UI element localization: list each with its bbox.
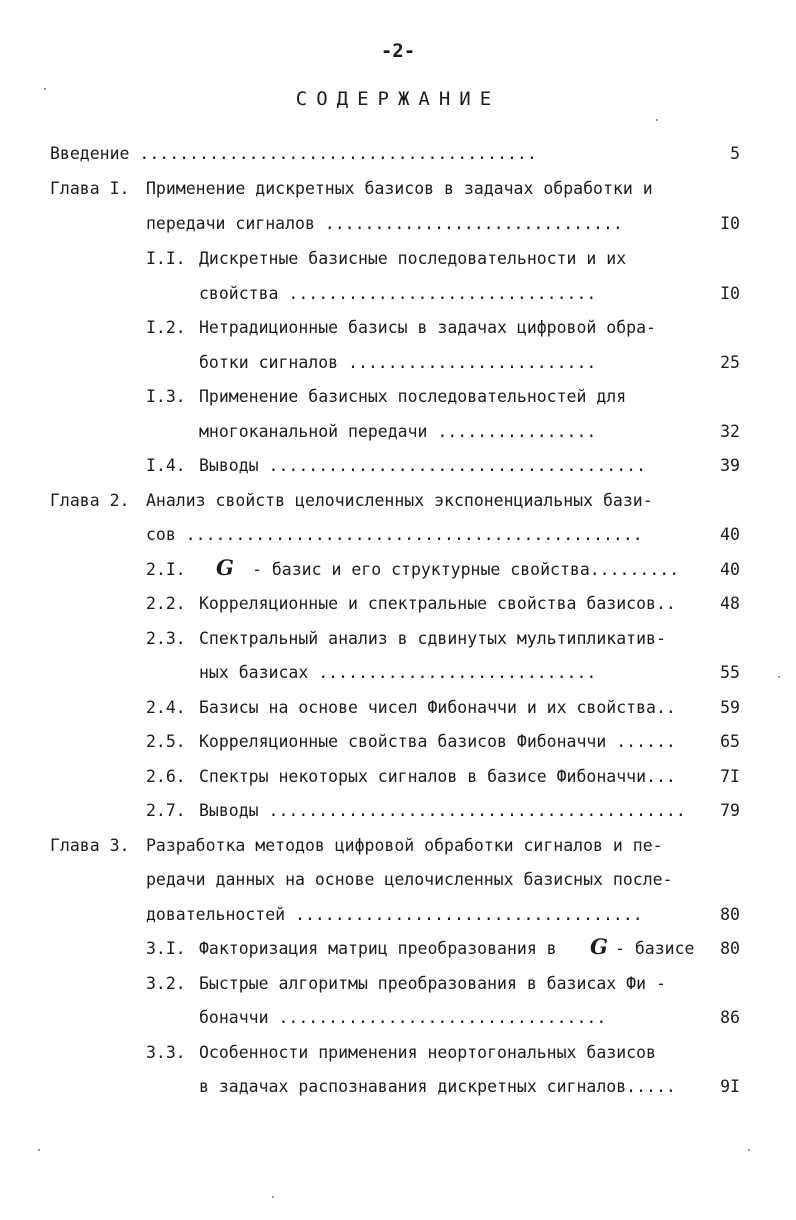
scan-speck [38, 1149, 40, 1151]
section-2-5-number: 2.5. [146, 732, 186, 751]
toc-section-3-3 [146, 1040, 740, 1066]
section-3-3-title-line1: Особенности применения неортогональных базисов [199, 1043, 656, 1062]
toc-section-1-2 [146, 315, 740, 341]
toc-intro-text: Введение ........................................ [50, 144, 537, 163]
toc-section-1-1 [146, 246, 740, 272]
section-2-7-page: 79 [720, 801, 740, 820]
toc-chapter-2-cont [146, 522, 740, 548]
chapter-3-title-line2: редачи данных на основе целочисленных базисных после- [146, 870, 673, 889]
chapter-3-title-line3: довательностей ................................... [146, 905, 643, 924]
section-2-3-page: 55 [720, 663, 740, 682]
section-1-3-title-line1: Применение базисных последовательностей для [199, 387, 627, 406]
toc-title: СОДЕРЖАНИЕ [295, 88, 501, 110]
section-2-2-page: 48 [720, 594, 740, 613]
section-2-7-title: Выводы .......................................... [199, 801, 686, 820]
toc-section-3-2-cont [199, 1005, 740, 1031]
page-number: -2- [380, 40, 416, 62]
chapter-3-label: Глава 3. [50, 836, 130, 855]
section-2-5-page: 65 [720, 732, 740, 751]
toc-chapter-1-cont [146, 211, 740, 237]
section-1-1-title-line2: свойства ............................... [199, 284, 597, 303]
section-1-2-title-line2: ботки сигналов ......................... [199, 353, 597, 372]
section-2-6-page: 7I [720, 767, 740, 786]
chapter-2-label: Глава 2. [50, 491, 130, 510]
section-2-5-title: Корреляционные свойства базисов Фибоначчи ...... [199, 732, 676, 751]
chapter-3-title-line1: Разработка методов цифровой обработки сигналов и пе- [146, 836, 663, 855]
section-2-2-number: 2.2. [146, 594, 186, 613]
toc-section-1-3-cont [199, 419, 740, 445]
section-2-1-number: 2.I. [146, 560, 186, 579]
g-basis-symbol: G [590, 934, 608, 959]
section-2-6-title: Спектры некоторых сигналов в базисе Фибоначчи... [199, 767, 676, 786]
toc-section-3-2 [146, 971, 740, 997]
section-2-1-page: 40 [720, 560, 740, 579]
chapter-1-page: I0 [720, 214, 740, 233]
toc-section-2-4 [146, 695, 740, 721]
section-1-2-page: 25 [720, 353, 740, 372]
toc-entry-intro [50, 141, 740, 167]
toc-chapter-3-cont [146, 867, 740, 893]
toc-section-1-3 [146, 384, 740, 410]
section-2-7-number: 2.7. [146, 801, 186, 820]
chapter-1-label: Глава I. [50, 179, 130, 198]
chapter-1-title-line2: передачи сигналов .............................. [146, 214, 623, 233]
toc-section-1-1-cont [199, 281, 740, 307]
toc-section-1-4 [146, 453, 740, 479]
scan-speck [272, 1196, 274, 1198]
section-1-3-page: 32 [720, 422, 740, 441]
scan-speck [748, 1149, 750, 1151]
section-2-1-title: - базис и его структурные свойства......... [252, 560, 680, 579]
section-1-2-number: I.2. [146, 318, 186, 337]
scan-speck [656, 119, 658, 121]
section-3-3-title-line2: в задачах распознавания дискретных сигналов..... [199, 1077, 676, 1096]
toc-section-2-3-cont [199, 660, 740, 686]
chapter-2-page: 40 [720, 525, 740, 544]
section-3-1-title-a: Факторизация матриц преобразования в [199, 939, 557, 958]
section-2-3-title-line2: ных базисах ............................ [199, 663, 597, 682]
section-2-4-number: 2.4. [146, 698, 186, 717]
toc-section-3-3-cont [199, 1074, 740, 1100]
toc-section-2-1 [146, 557, 740, 583]
toc-section-2-5 [146, 729, 740, 755]
chapter-2-title-line1: Анализ свойств целочисленных экспоненциальных бази- [146, 491, 653, 510]
section-1-2-title-line1: Нетрадиционные базисы в задачах цифровой обра- [199, 318, 656, 337]
section-2-6-number: 2.6. [146, 767, 186, 786]
section-1-3-number: I.3. [146, 387, 186, 406]
section-1-3-title-line2: многоканальной передачи ................ [199, 422, 597, 441]
toc-section-2-2 [146, 591, 740, 617]
section-3-2-number: 3.2. [146, 974, 186, 993]
section-2-3-title-line1: Спектральный анализ в сдвинутых мультипликатив- [199, 629, 666, 648]
section-2-4-title: Базисы на основе чисел Фибоначчи и их свойства.. [199, 698, 676, 717]
section-1-4-number: I.4. [146, 456, 186, 475]
section-3-2-page: 86 [720, 1008, 740, 1027]
toc-section-3-1 [146, 936, 740, 962]
g-basis-symbol: G [216, 555, 234, 580]
chapter-1-title-line1: Применение дискретных базисов в задачах обработки и [146, 179, 653, 198]
toc-section-1-2-cont [199, 350, 740, 376]
section-3-1-number: 3.I. [146, 939, 186, 958]
toc-chapter-1 [50, 176, 740, 202]
section-3-3-number: 3.3. [146, 1043, 186, 1062]
scan-speck [44, 88, 46, 90]
toc-intro-page: 5 [730, 144, 740, 163]
section-1-4-title: Выводы ...................................... [199, 456, 647, 475]
section-2-3-number: 2.3. [146, 629, 186, 648]
section-1-1-number: I.I. [146, 249, 186, 268]
toc-chapter-3 [50, 833, 740, 859]
toc-section-2-6 [146, 764, 740, 790]
section-1-4-page: 39 [720, 456, 740, 475]
section-2-4-page: 59 [720, 698, 740, 717]
section-2-2-title: Корреляционные и спектральные свойства базисов.. [199, 594, 676, 613]
section-3-3-page: 9I [720, 1077, 740, 1096]
section-1-1-page: I0 [720, 284, 740, 303]
section-3-1-page: 80 [720, 939, 740, 958]
chapter-3-page: 80 [720, 905, 740, 924]
toc-section-2-3 [146, 626, 740, 652]
toc-chapter-3-cont2 [146, 902, 740, 928]
toc-section-2-7 [146, 798, 740, 824]
section-1-1-title-line1: Дискретные базисные последовательности и их [199, 249, 627, 268]
chapter-2-title-line2: сов .............................................. [146, 525, 643, 544]
section-3-2-title-line1: Быстрые алгоритмы преобразования в базисах Фи - [199, 974, 666, 993]
section-3-1-title-b: - базисе [615, 939, 695, 958]
toc-chapter-2 [50, 488, 740, 514]
section-3-2-title-line2: боначчи ................................. [199, 1008, 607, 1027]
scan-speck [778, 676, 780, 678]
